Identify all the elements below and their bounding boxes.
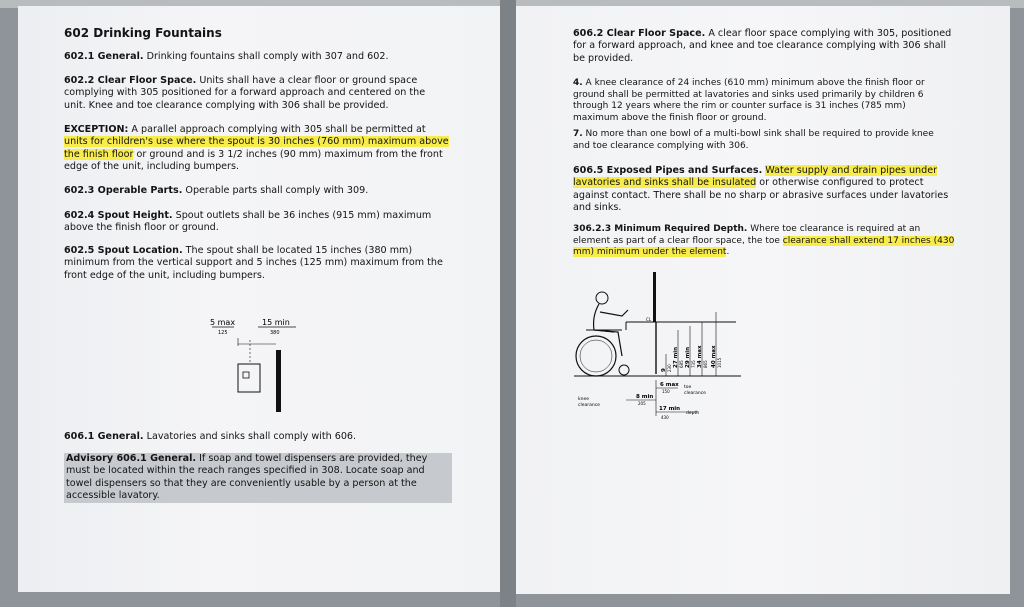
dim-27-min-mm: 685	[679, 360, 684, 368]
dim-6-max-mm: 150	[662, 389, 670, 394]
section-602-3-heading: 602.3 Operable Parts.	[64, 185, 183, 196]
dim-9-label: 9	[661, 368, 667, 372]
section-602-4	[64, 210, 448, 235]
dim-8-min-label: 8 min	[636, 394, 654, 400]
dim-29-min-mm: 735	[691, 360, 696, 368]
exception-paragraph	[64, 124, 452, 174]
section-602-3-text: Operable parts shall comply with 309.	[182, 185, 369, 196]
section-602-2	[64, 75, 444, 112]
dim-17-min-label: 17 min	[659, 406, 681, 412]
dim-9-mm: 230	[667, 364, 672, 372]
right-page	[516, 6, 1010, 594]
knee-label: knee	[578, 397, 589, 402]
exception-highlight: units for children's use where the spout is 30 inches (760 mm) maximum above the finish floor	[64, 136, 449, 160]
dim-34-max-label: 34 max	[697, 345, 703, 368]
knee-toe-clearance-figure	[566, 264, 756, 424]
section-title: 602 Drinking Fountains	[64, 26, 222, 40]
section-306-2-3-highlight: clearance shall extend 17 inches (430 mm) minimum under the element	[573, 235, 955, 258]
depth-label: depth	[686, 411, 700, 416]
advisory-heading: Advisory 606.1 General.	[66, 453, 197, 464]
section-606-5-highlight: Water supply and drain pipes under lavatories and sinks shall be insulated	[573, 165, 938, 189]
dim-17-min-mm: 430	[661, 415, 669, 420]
section-606-5	[573, 165, 957, 215]
exception-text: A parallel approach complying with 305 shall be permitted at	[128, 124, 426, 135]
section-602-3	[64, 185, 464, 197]
section-602-4-heading: 602.4 Spout Height.	[64, 210, 173, 221]
dim-34-max-mm: 865	[703, 360, 708, 368]
section-306-2-3	[573, 224, 957, 259]
section-606-2-text: A clear floor space complying with 305, positioned for a forward approach, and knee and toe clearance complying with 306 shall be provided.	[573, 28, 952, 64]
exception-text-end: or ground and is 3 1/2 inches (90 mm) maximum from the front edge of the unit, including bumpers.	[64, 148, 443, 173]
section-602-1-heading: 602.1 General.	[64, 51, 144, 62]
section-602-1	[64, 51, 464, 63]
section-306-2-3-heading: 306.2.3 Minimum Required Depth.	[573, 224, 748, 234]
knee-clearance-label: clearance	[578, 403, 600, 408]
dim-15-min-label: 15 min	[262, 318, 290, 327]
item-7	[573, 129, 953, 152]
section-602-1-text: Drinking fountains shall comply with 307 and 602.	[143, 51, 389, 62]
toe-clearance-label: clearance	[684, 391, 706, 396]
left-page	[18, 6, 500, 592]
dim-27-min-label: 27 min	[673, 346, 679, 368]
section-606-5-text: or otherwise configured to protect against contact. There shall be no sharp or abrasive surfaces under lavatories and sinks.	[573, 177, 949, 214]
item-7-text: No more than one bowl of a multi-bowl sink shall be required to provide knee and toe clearance complying with 306.	[573, 129, 934, 151]
advisory-text: If soap and towel dispensers are provided, they must be located within the reach ranges specified in 308. Locate soap and towel dispensers so that they are conveniently usable by a person at the accessible lavatory.	[66, 453, 428, 502]
section-602-2-text: Units shall have a clear floor or ground space complying with 305 positioned for a forward approach and centered on the unit. Knee and toe clearance complying with 306 shall be provided.	[64, 75, 426, 111]
section-602-5-heading: 602.5 Spout Location.	[64, 245, 183, 256]
exception-heading: EXCEPTION:	[64, 124, 129, 135]
spout-location-figure	[198, 312, 318, 422]
section-602-5-text: The spout shall be located 15 inches (380 mm) minimum from the vertical support and 5 inches (125 mm) maximum from the front edge of the unit, including bumpers.	[64, 245, 443, 281]
dim-29-min-label: 29 min	[685, 346, 691, 368]
dim-40-max-label: 40 max	[711, 345, 717, 368]
dim-40-max-mm: 1015	[717, 357, 722, 368]
dim-5-max-label: 5 max	[210, 318, 236, 327]
dim-15-min-mm: 380	[270, 330, 280, 336]
section-606-2-heading: 606.2 Clear Floor Space.	[573, 28, 706, 39]
section-606-1	[64, 431, 464, 443]
advisory-606-1	[64, 453, 452, 503]
section-306-2-3-text: Where toe clearance is required at an element as part of a clear floor space, the toe	[573, 224, 921, 246]
section-602-4-text: Spout outlets shall be 36 inches (915 mm) maximum above the finish floor or ground.	[64, 210, 432, 234]
item-4-number: 4.	[573, 78, 583, 88]
toe-label: toe	[684, 385, 692, 390]
dim-5-max-mm: 125	[218, 330, 228, 336]
section-602-2-heading: 602.2 Clear Floor Space.	[64, 75, 197, 86]
item-4	[573, 78, 939, 124]
centerline-label: CL	[646, 317, 652, 322]
section-606-5-heading: 606.5 Exposed Pipes and Surfaces.	[573, 165, 763, 176]
section-306-2-3-tail: .	[726, 247, 730, 258]
item-7-number: 7.	[573, 129, 583, 139]
section-602-5	[64, 245, 450, 282]
item-4-text: A knee clearance of 24 inches (610 mm) minimum above the finish floor or ground shall be permitted at lavatories and sinks used primarily by children 6 through 12 years where the rim or counter surface is 31 inches (785 mm) maximum above the finish floor or ground.	[573, 78, 925, 123]
dim-6-max-label: 6 max	[660, 382, 679, 388]
section-606-1-heading: 606.1 General.	[64, 431, 144, 442]
page-gutter	[500, 0, 516, 607]
section-606-2	[573, 28, 957, 65]
section-606-1-text: Lavatories and sinks shall comply with 606.	[143, 431, 357, 442]
dim-8-min-mm: 205	[638, 401, 646, 406]
